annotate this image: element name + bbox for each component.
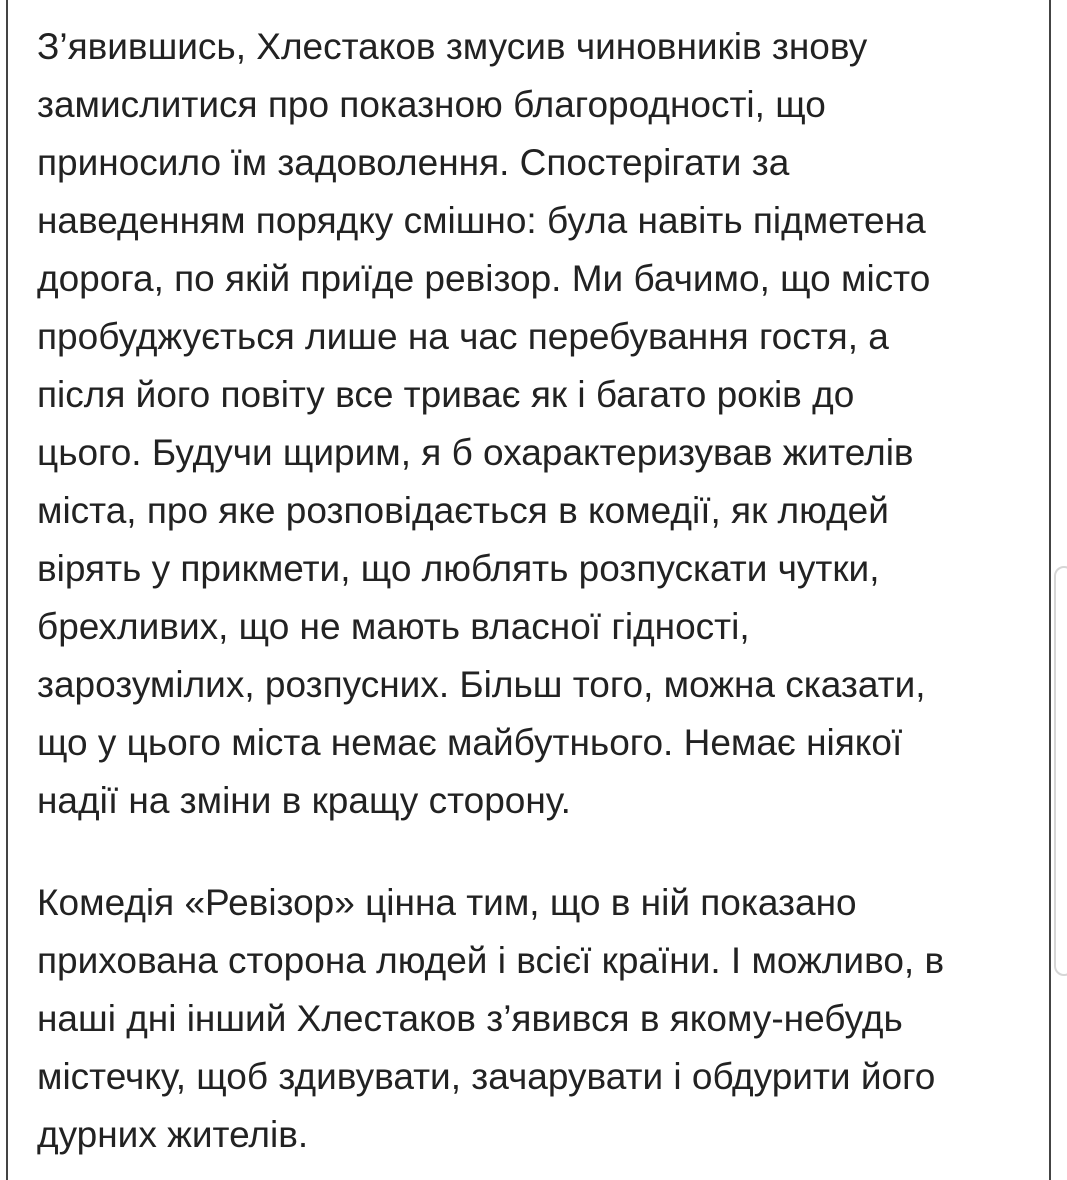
paragraph-1 <box>37 18 1047 830</box>
text-line: що у цього міста немає майбутнього. Немає ніякої <box>37 722 903 763</box>
text-line: міста, про яке розповідається в комедії, як людей <box>37 490 889 531</box>
text-line: після його повіту все триває як і багато років до <box>37 374 855 415</box>
text-line: замислитися про показною благородності, що <box>37 84 826 125</box>
text-line: зарозумілих, розпусних. Більш того, можна сказати, <box>37 664 926 705</box>
text-line: приносило їм задоволення. Спостерігати за <box>37 142 790 183</box>
text-line: Комедія «Ревізор» цінна тим, що в ній показано <box>37 882 857 923</box>
text-line: містечку, щоб здивувати, зачарувати і обдурити його <box>37 1056 936 1097</box>
scrollbar-thumb[interactable] <box>1054 566 1067 976</box>
text-line: брехливих, що не мають власної гідності, <box>37 606 750 647</box>
text-line: наші дні інший Хлестаков з’явився в якому-небудь <box>37 998 903 1039</box>
text-line: дорога, по якій приїде ревізор. Ми бачимо, що місто <box>37 258 931 299</box>
left-border-line <box>6 0 8 1180</box>
text-line: прихована сторона людей і всієї країни. І можливо, в <box>37 940 945 981</box>
right-border-line <box>1049 0 1051 1180</box>
paragraph-spacer <box>37 830 1047 874</box>
text-line: вірять у прикмети, що люблять розпускати чутки, <box>37 548 880 589</box>
text-line: пробуджується лише на час перебування гостя, а <box>37 316 889 357</box>
text-line: наведенням порядку смішно: була навіть підметена <box>37 200 926 241</box>
text-line: надії на зміни в кращу сторону. <box>37 780 571 821</box>
text-line: дурних жителів. <box>37 1114 309 1155</box>
paragraph-2 <box>37 874 1047 1164</box>
document-text <box>37 18 1047 1164</box>
text-line: З’явившись, Хлестаков змусив чиновників знову <box>37 26 868 67</box>
text-line: цього. Будучи щирим, я б охарактеризував жителів <box>37 432 914 473</box>
